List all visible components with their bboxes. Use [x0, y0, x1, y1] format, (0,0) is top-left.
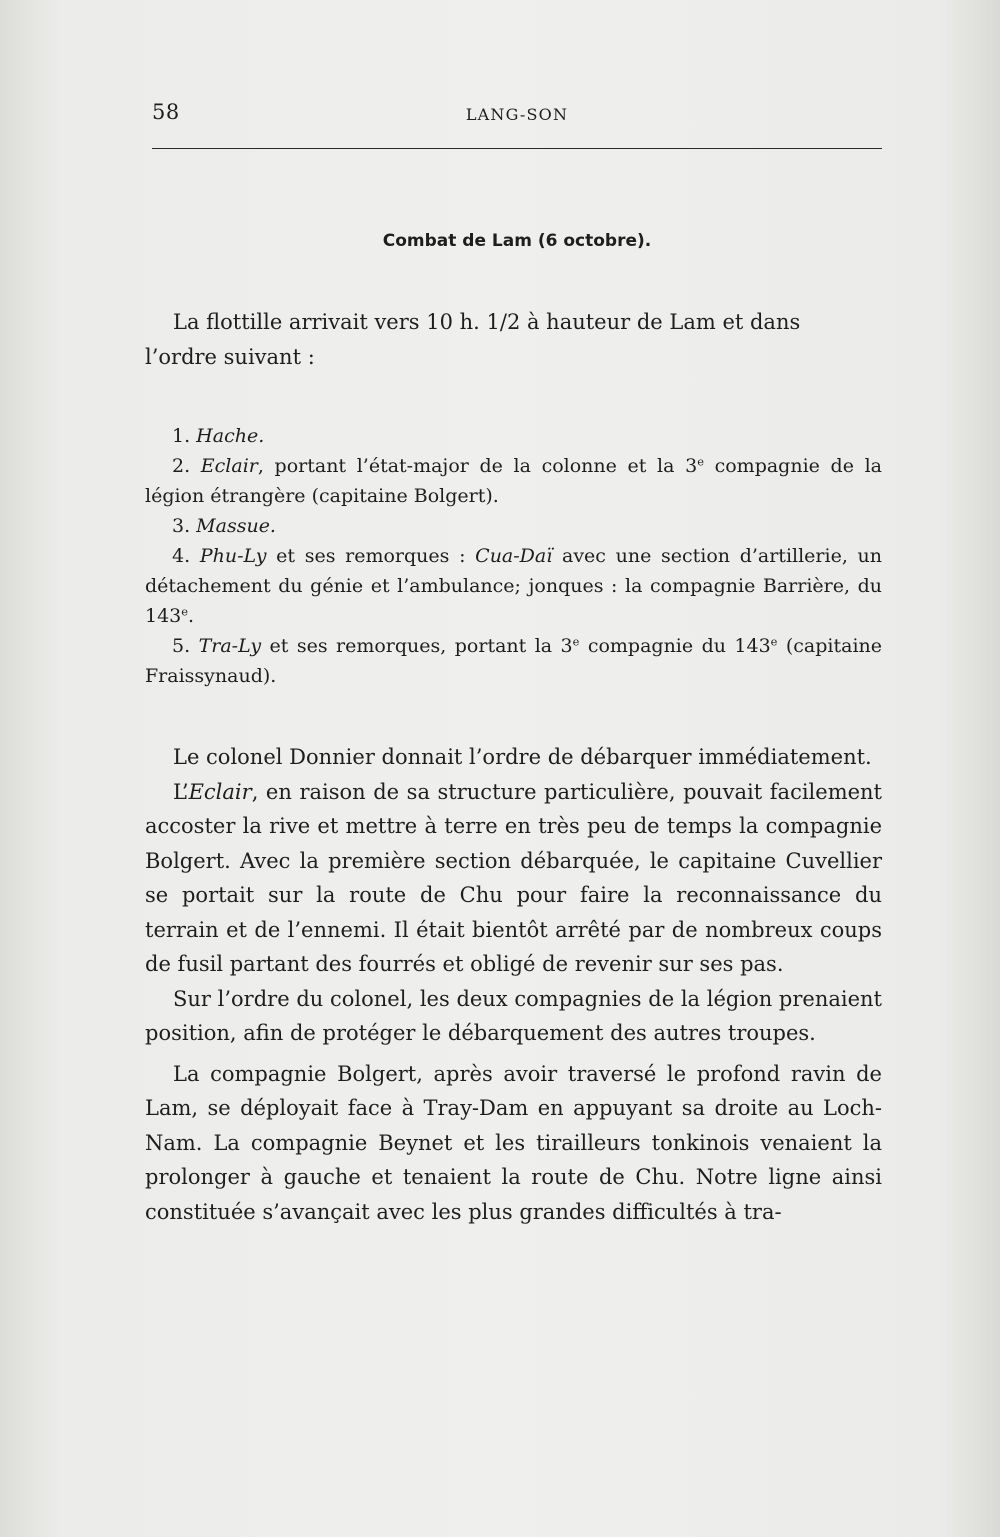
boat-name: Hache. [196, 425, 265, 447]
flotilla-list [145, 421, 882, 691]
boat-name: Tra-Ly [198, 635, 262, 657]
intro-line-2: l’ordre suivant : [145, 344, 315, 369]
header-rule [152, 148, 882, 149]
running-head: LANG-SON [465, 105, 569, 124]
list-item: 5. Tra-Ly et ses remorques, portant la 3e compagnie du 143e (capitaine Fraissynaud). [145, 634, 882, 687]
paragraph: L’Eclair, en raison de sa structure particulière, pouvait facilement accoster la rive et mettre à terre en très peu de temps la compagnie Bolgert. Avec la première section débarquée, le capitaine Cuvellier se portait sur la route de Chu pour faire la reconnaissance du terrain et de l’ennemi. Il était bientôt arrêté par de nombreux coups de fusil partant des fourrés et obligé de revenir sur ses pas. [145, 779, 882, 976]
boat-name: Cua-Daï [475, 545, 553, 567]
list-item: 2. Eclair, portant l’état-major de la colonne et la 3e compagnie de la légion étrangère (capitaine Bolgert). [145, 454, 882, 507]
list-item: 3. Massue. [172, 515, 276, 537]
section-title: Combat de Lam (6 octobre). [382, 231, 652, 251]
list-item: 1. Hache. [172, 425, 265, 447]
intro-paragraph [145, 305, 882, 374]
body-text [145, 740, 882, 1229]
paragraph: Sur l’ordre du colonel, les deux compagnies de la légion prenaient position, afin de protéger le débarquement des autres troupes. [145, 986, 882, 1045]
page-number: 58 [152, 100, 180, 124]
boat-name: Phu-Ly [199, 545, 267, 567]
list-item: 4. Phu-Ly et ses remorques : Cua-Daï avec une section d’artillerie, un détachement du génie et l’ambulance; jonques : la compagnie Barrière, du 143e. [145, 545, 883, 627]
paragraph: La compagnie Bolgert, après avoir traversé le profond ravin de Lam, se déployait face à Tray-Dam en appuyant sa droite au Loch-Nam. La compagnie Beynet et les tirailleurs tonkinois venaient la prolonger à gauche et tenaient la route de Chu. Notre ligne ainsi constituée s’avançait avec les plus grandes difficultés à tra- [145, 1061, 882, 1224]
page-header [152, 100, 882, 132]
boat-name: Eclair [200, 455, 258, 477]
boat-name: Eclair [188, 779, 252, 804]
paragraph: Le colonel Donnier donnait l’ordre de débarquer immédiatement. [173, 745, 872, 769]
intro-line-1: La flottille arrivait vers 10 h. 1/2 à hauteur de Lam et dans [173, 310, 801, 334]
boat-name: Massue. [196, 515, 276, 537]
